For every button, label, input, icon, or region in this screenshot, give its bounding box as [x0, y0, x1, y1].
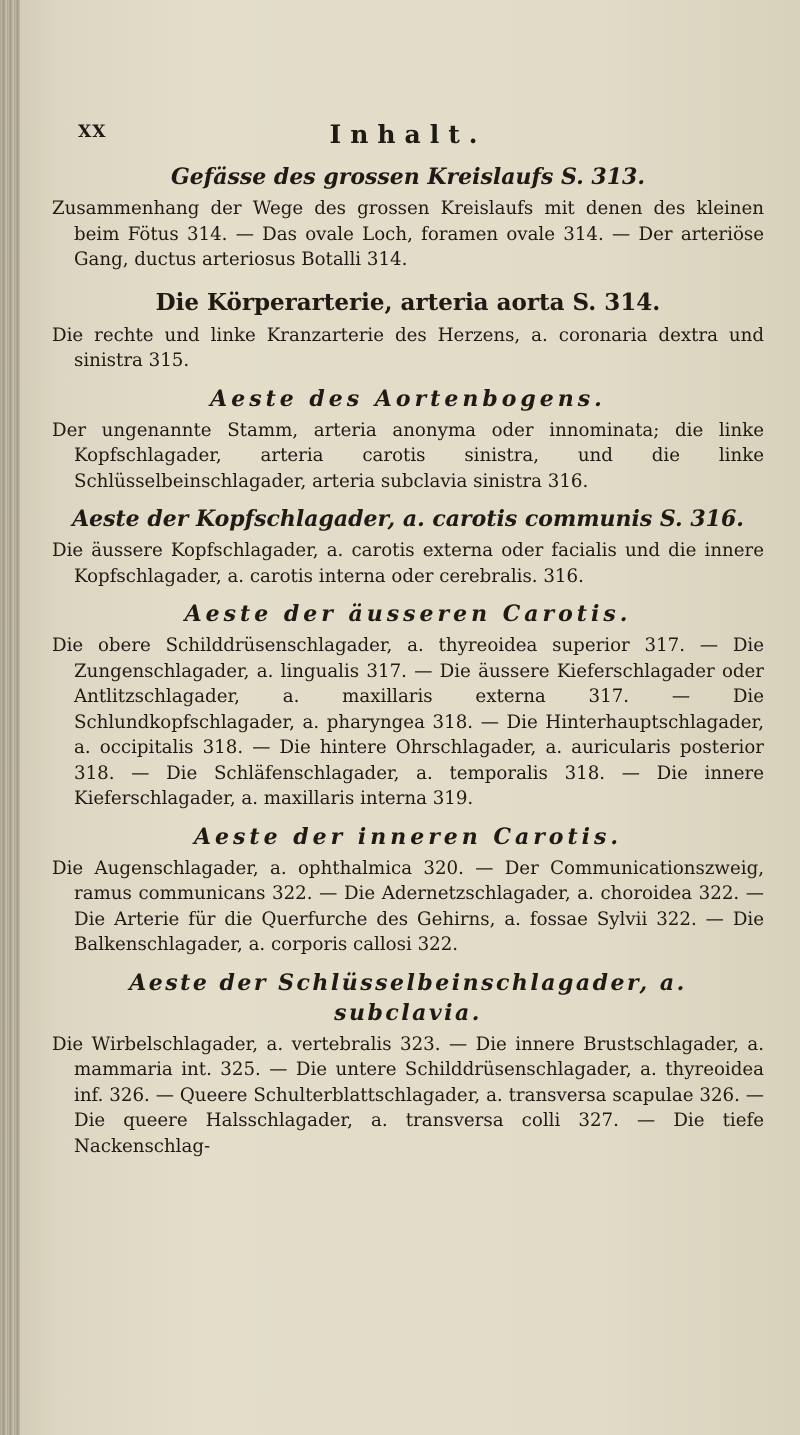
- section-gefaesse: [52, 162, 764, 273]
- page-number: XX: [78, 122, 107, 142]
- section-heading: Aeste der inneren Carotis.: [193, 823, 623, 850]
- section-heading: Die Körperarterie, arteria aorta S. 314.: [155, 288, 661, 316]
- section-heading: Gefässe des grossen Kreislaufs S. 313.: [171, 164, 645, 190]
- section-innere-carotis: [52, 822, 764, 958]
- section-text: Der ungenannte Stamm, arteria anonyma oder innominata; die linke Kopfschlagader, arteria carotis sinistra, und die linke Schlüsselbeinschlagader, arteria subclavia sinistra 316.: [52, 419, 764, 492]
- section-heading: Aeste der Schlüsselbeinschlagader, a. subclavia.: [129, 969, 687, 1026]
- section-text: Die obere Schilddrüsenschlagader, a. thyreoidea superior 317. — Die Zungenschlagader, a. lingualis 317. — Die äussere Kieferschlagader oder Antlitzschlagader, a. maxillaris externa 317. — Die Schlundkopfschlagader, a. pharyngea 318. — Die Hinterhauptschlagader, a. occipitalis 318. — Die hintere Ohrschlagader, a. auricularis posterior 318. — Die Schläfenschlagader, a. temporalis 318. — Die innere Kieferschlagader, a. maxillaris interna 319.: [52, 635, 764, 809]
- section-text: Die Wirbelschlagader, a. vertebralis 323. — Die innere Brustschlagader, a. mammaria int. 325. — Die untere Schilddrüsenschlagader, a. thyreoidea inf. 326. — Queere Schulterblattschlagader, a. transversa scapulae 326. — Die queere Halsschlagader, a. transversa colli 327. — Die tiefe Nackenschlag-: [52, 1033, 764, 1157]
- section-heading: Aeste der Kopfschlagader, a. carotis communis S. 316.: [72, 506, 744, 532]
- section-kopfschlagader: [52, 504, 764, 589]
- section-text: Die rechte und linke Kranzarterie des Herzens, a. coronaria dextra und sinistra 315.: [52, 324, 764, 371]
- section-text: Zusammenhang der Wege des grossen Kreislaufs mit denen des kleinen beim Fötus 314. — Das ovale Loch, foramen ovale 314. — Der arteriöse Gang, ductus arteriosus Botalli 314.: [52, 198, 764, 270]
- section-heading: Aeste der äusseren Carotis.: [184, 601, 632, 627]
- section-text: Die Augenschlagader, a. ophthalmica 320. — Der Communicationszweig, ramus communicans 322. — Die Adernetzschlagader, a. choroidea 322. — Die Arterie für die Querfurche des Gehirns, a. fossae Sylvii 322. — Die Balkenschlagader, a. corporis callosi 322.: [52, 857, 764, 955]
- section-aeussere-carotis: [52, 599, 764, 812]
- page-title: Inhalt.: [329, 120, 487, 149]
- book-gutter: [0, 0, 20, 1435]
- section-text: Die äussere Kopfschlagader, a. carotis externa oder facialis und die innere Kopfschlagader, a. carotis interna oder cerebralis. 316.: [52, 540, 764, 587]
- page-content: [52, 120, 764, 1169]
- section-aortenbogen: [52, 384, 764, 495]
- section-heading: Aeste des Aortenbogens.: [210, 385, 606, 412]
- running-head: [52, 120, 764, 154]
- section-subclavia: [52, 968, 764, 1160]
- section-koerperarterie: [52, 287, 764, 374]
